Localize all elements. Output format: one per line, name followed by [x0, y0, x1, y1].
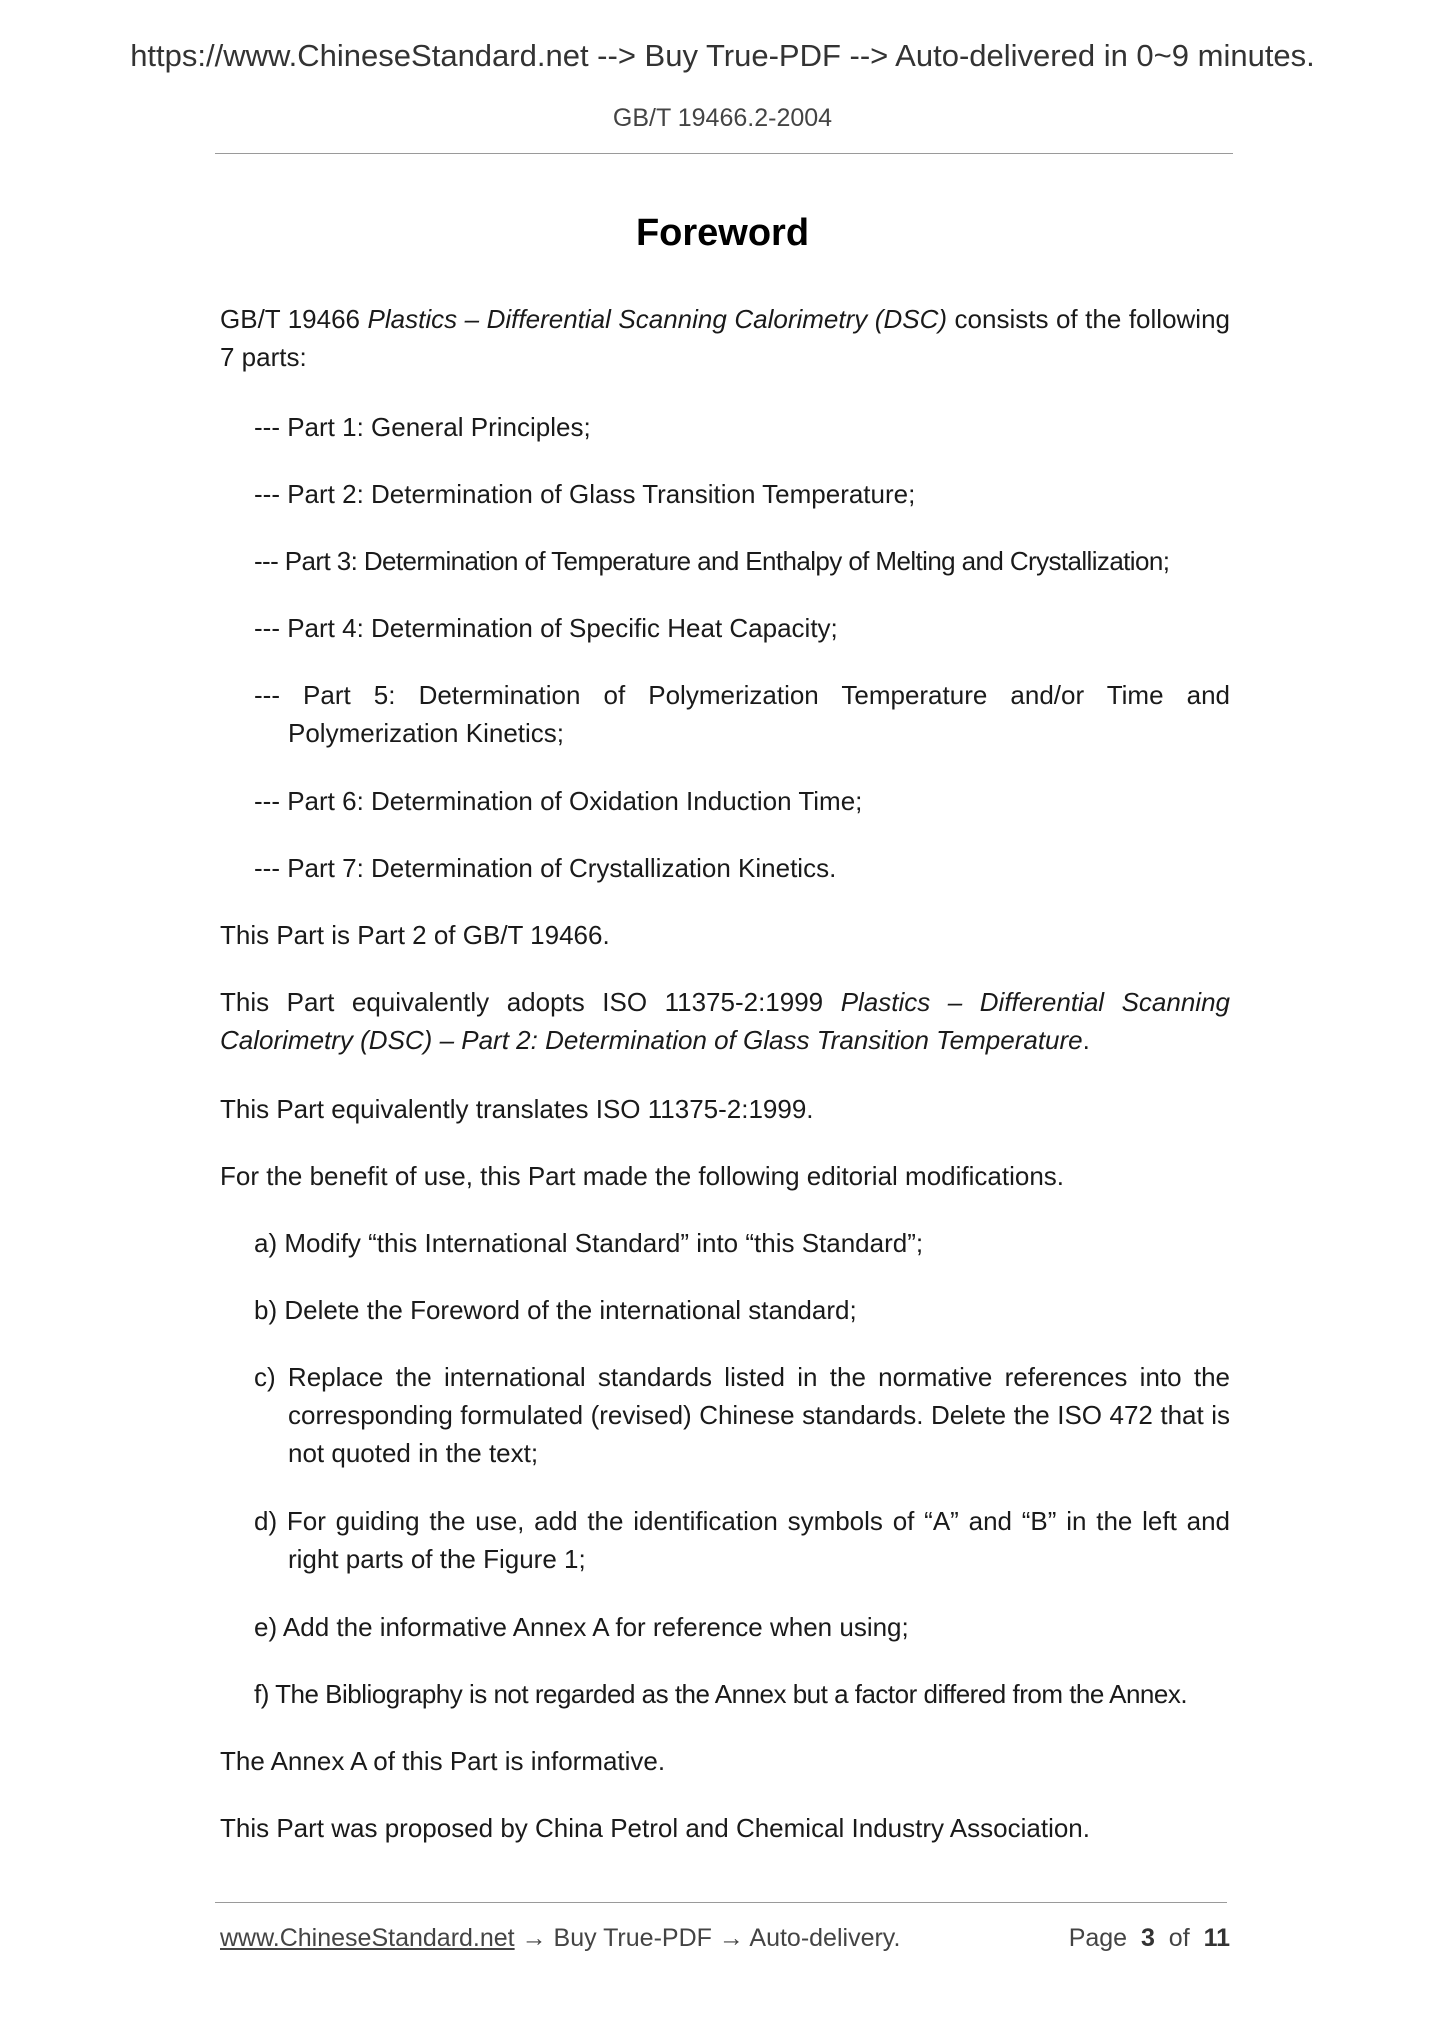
- intro-suffix: consists of the following 7 parts:: [220, 304, 1230, 372]
- adoption-paragraph: [220, 983, 1230, 1059]
- annex-statement: The Annex A of this Part is informative.: [220, 1746, 666, 1776]
- page-footer: [220, 1924, 1230, 1960]
- footer-website-link[interactable]: www.ChineseStandard.net: [220, 1924, 515, 1952]
- page-current: 3: [1140, 1924, 1155, 1952]
- modification-item: e) Add the informative Annex A for reference when using;: [254, 1612, 909, 1642]
- adoption-standard-title: Plastics – Differential Scanning Calorimetry (DSC) – Part 2: Determination of Glass Transition Temperature: [220, 987, 1230, 1055]
- intro-prefix: GB/T 19466: [220, 304, 368, 334]
- standard-code-header: GB/T 19466.2-2004: [612, 104, 833, 132]
- part-list-item: --- Part 6: Determination of Oxidation Induction Time;: [254, 786, 863, 816]
- part-list-item: --- Part 3: Determination of Temperature and Enthalpy of Melting and Crystallization;: [254, 546, 1170, 576]
- adoption-suffix: .: [1082, 1025, 1090, 1055]
- footer-divider: [215, 1902, 1227, 1903]
- header-divider: [215, 153, 1233, 154]
- proposal-statement: This Part was proposed by China Petrol and Chemical Industry Association.: [220, 1813, 1090, 1843]
- part-list-item: --- Part 2: Determination of Glass Transition Temperature;: [254, 479, 916, 509]
- page-total: 11: [1203, 1924, 1230, 1952]
- page-title: Foreword: [635, 212, 810, 254]
- modification-item: b) Delete the Foreword of the international standard;: [254, 1295, 857, 1325]
- page-number: [1069, 1924, 1230, 1953]
- footer-delivery-text: → Buy True-PDF → Auto-delivery.: [514, 1924, 901, 1952]
- modification-item: f) The Bibliography is not regarded as the Annex but a factor differed from the Annex.: [254, 1679, 1188, 1709]
- part-list-item: --- Part 4: Determination of Specific Heat Capacity;: [254, 613, 838, 643]
- top-banner: https://www.ChineseStandard.net --> Buy True-PDF --> Auto-delivered in 0~9 minutes.: [130, 38, 1315, 73]
- page-of-label: of: [1168, 1924, 1190, 1952]
- part-list-item: --- Part 1: General Principles;: [254, 412, 591, 442]
- translation-statement: This Part equivalently translates ISO 11375-2:1999.: [220, 1094, 814, 1124]
- modification-item: a) Modify “this International Standard” into “this Standard”;: [254, 1228, 924, 1258]
- part-list-item: --- Part 7: Determination of Crystallization Kinetics.: [254, 853, 837, 883]
- footer-left: [220, 1924, 900, 1953]
- part-list-item: --- Part 5: Determination of Polymerization Temperature and/or Time and Polymerization Kinetics;: [254, 680, 1230, 748]
- modifications-intro: For the benefit of use, this Part made the following editorial modifications.: [220, 1161, 1064, 1191]
- adoption-prefix: This Part equivalently adopts ISO 11375-2:1999: [220, 987, 841, 1017]
- part-statement: This Part is Part 2 of GB/T 19466.: [220, 920, 610, 950]
- intro-standard-title: Plastics – Differential Scanning Calorimetry (DSC): [367, 304, 947, 334]
- modification-item: c) Replace the international standards listed in the normative references into the corresponding formulated (revised) Chinese standards. Delete the ISO 472 that is not quoted in the text;: [254, 1362, 1230, 1468]
- intro-paragraph: [220, 300, 1230, 376]
- page-label: Page: [1068, 1924, 1128, 1952]
- modification-item: d) For guiding the use, add the identification symbols of “A” and “B” in the left and right parts of the Figure 1;: [254, 1506, 1230, 1574]
